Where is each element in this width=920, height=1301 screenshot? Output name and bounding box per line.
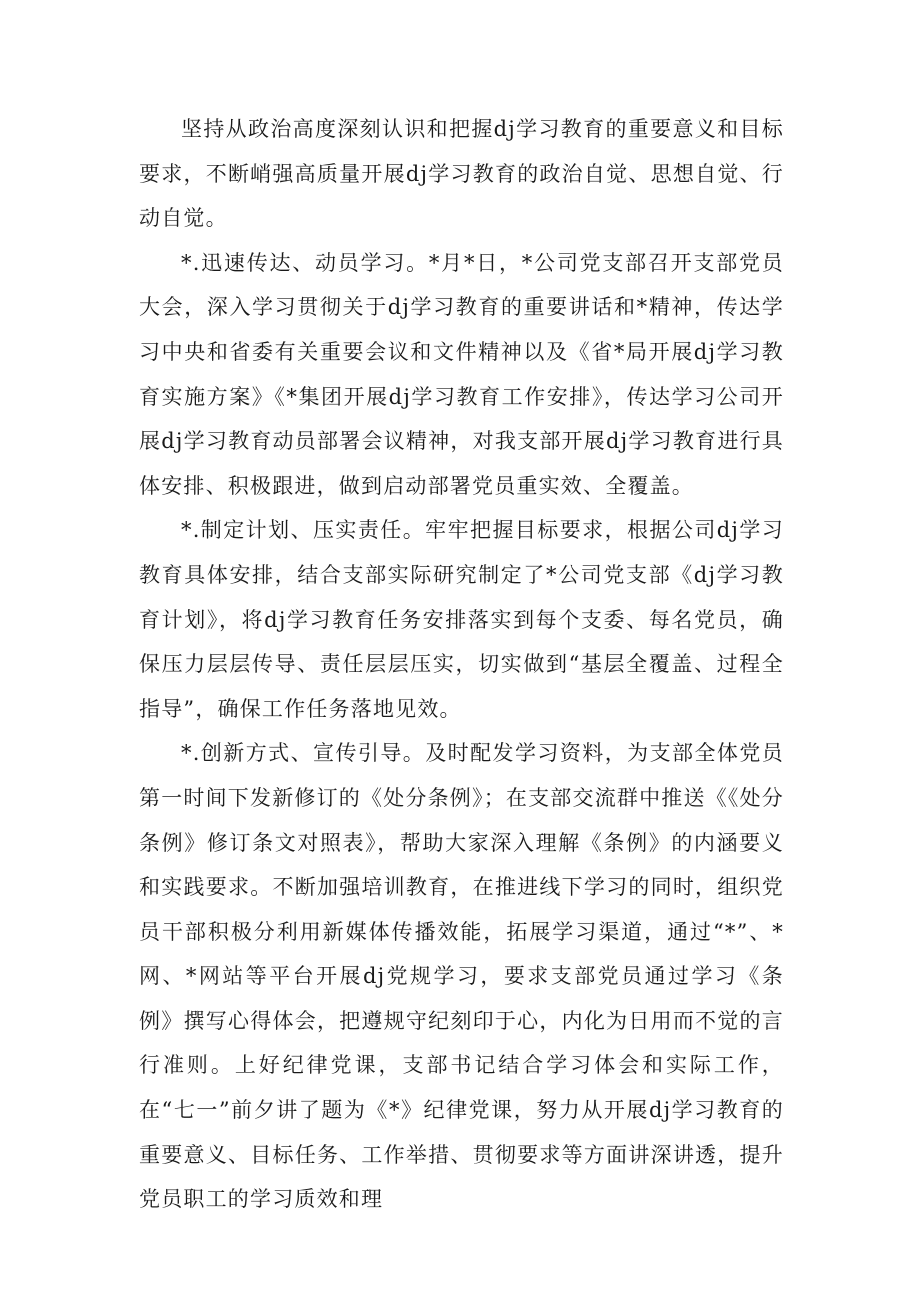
paragraph-innovation-publicity: *.创新方式、宣传引导。及时配发学习资料，为支部全体党员第一时间下发新修订的《处分条例》；在支部交流群中推送《《处分条例》修订条文对照表》，帮助大家深入理解《条例》的内涵要义和实践要求。不断加强培训教育，在推进线下学习的同时，组织党员干部积极分利用新媒体传播效能，拓展学习渠道，通过“*”、*网、*网站等平台开展dj党规学习，要求支部党员通过学习《条例》撰写心得体会，把遵规守纪刻印于心，内化为日用而不觉的言行准则。上好纪律党课，支部书记结合学习体会和实际工作，在“七一”前夕讲了题为《*》纪律党课，努力从开展dj学习教育的重要意义、目标任务、工作举措、贯彻要求等方面讲深讲透，提升党员职工的学习质效和理 — [139, 741, 784, 1212]
document-body — [139, 107, 784, 1222]
paragraph-intro: 坚持从政治高度深刻认识和把握dj学习教育的重要意义和目标要求，不断峭强高质量开展dj学习教育的政治自觉、思想自觉、行动自觉。 — [139, 117, 784, 231]
paragraph-rapid-communication: *.迅速传达、动员学习。*月*日，*公司党支部召开支部党员大会，深入学习贯彻关于dj学习教育的重要讲话和*精神，传达学习中央和省委有关重要会议和文件精神以及《省*局开展dj学习教育实施方案》《*集团开展dj学习教育工作安排》，传达学习公司开展dj学习教育动员部署会议精神，对我支部开展dj学习教育进行具体安排、积极跟进，做到启动部署党员重实效、全覆盖。 — [139, 250, 784, 498]
paragraph-plan-responsibility: *.制定计划、压实责任。牢牢把握目标要求，根据公司dj学习教育具体安排，结合支部实际研究制定了*公司党支部《dj学习教育计划》，将dj学习教育任务安排落实到每个支委、每名党员，确保压力层层传导、责任层层压实，切实做到“基层全覆盖、过程全指导”，确保工作任务落地见效。 — [139, 518, 784, 721]
